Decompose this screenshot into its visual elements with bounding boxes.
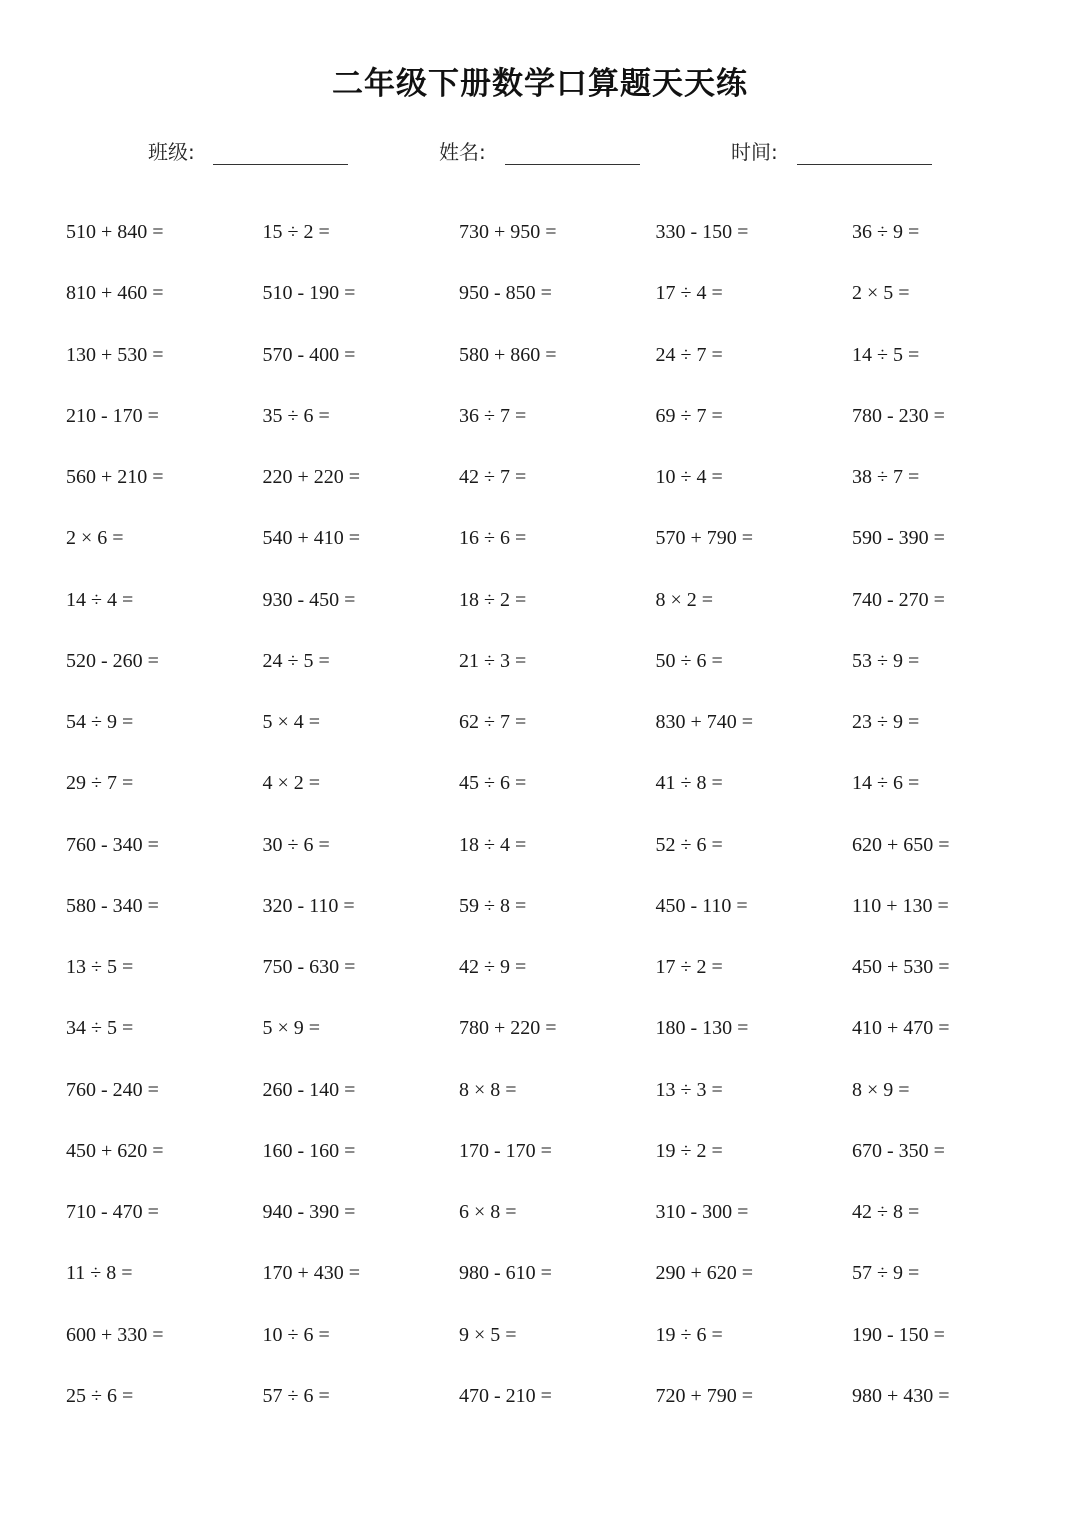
problem-row [66, 339, 1050, 400]
problem-item: 320 - 110 = [262, 894, 355, 917]
problem-grid [66, 216, 1050, 1441]
problem-item: 810 + 460 = [66, 282, 164, 305]
problem-item: 17 ÷ 4 = [655, 282, 723, 305]
problem-item: 9 × 5 = [459, 1323, 517, 1346]
problem-row [66, 1012, 1050, 1073]
problem-item: 930 - 450 = [262, 588, 356, 611]
problem-item: 220 + 220 = [262, 466, 361, 488]
problem-row [66, 706, 1050, 767]
problem-item: 14 ÷ 6 = [852, 772, 920, 795]
problem-item: 980 - 610 = [459, 1262, 552, 1285]
problem-item: 29 ÷ 7 = [66, 772, 134, 795]
problem-item: 2 × 5 = [852, 282, 910, 305]
problem-item: 600 + 330 = [66, 1323, 164, 1346]
problem-row [66, 1319, 1050, 1380]
problem-item: 2 × 6 = [66, 527, 124, 550]
name-field [439, 134, 649, 168]
problem-item: 8 × 8 = [459, 1078, 517, 1101]
problem-item: 180 - 130 = [655, 1017, 749, 1040]
problem-item: 720 + 790 = [655, 1384, 754, 1407]
problem-item: 59 ÷ 8 = [459, 894, 527, 917]
problem-item: 42 ÷ 7 = [459, 466, 527, 488]
problem-item: 210 - 170 = [66, 404, 159, 427]
problem-row [66, 1135, 1050, 1196]
problem-row [66, 829, 1050, 890]
problem-row [66, 645, 1050, 706]
problem-item: 38 ÷ 7 = [852, 466, 920, 488]
problem-item: 780 - 230 = [852, 404, 945, 427]
problem-item: 5 × 4 = [262, 711, 321, 733]
problem-row [66, 277, 1050, 338]
problem-item: 10 ÷ 6 = [262, 1323, 330, 1346]
worksheet-title: 二年级下册数学口算题天天练 [332, 66, 748, 102]
problem-item: 510 - 190 = [262, 282, 356, 305]
problem-item: 25 ÷ 6 = [66, 1384, 134, 1407]
problem-item: 450 + 530 = [852, 956, 950, 978]
problem-item: 52 ÷ 6 = [655, 833, 723, 856]
problem-row [66, 1074, 1050, 1135]
time-field [731, 134, 941, 168]
problem-item: 170 - 170 = [459, 1139, 552, 1162]
problem-row [66, 951, 1050, 1012]
problem-item: 24 ÷ 7 = [655, 343, 723, 366]
problem-item: 450 - 110 = [655, 894, 748, 917]
problem-item: 14 ÷ 4 = [66, 588, 134, 611]
problem-item: 830 + 740 = [655, 711, 754, 733]
problem-item: 36 ÷ 9 = [852, 221, 920, 243]
problem-row [66, 522, 1050, 583]
problem-item: 470 - 210 = [459, 1384, 552, 1407]
problem-item: 740 - 270 = [852, 588, 945, 611]
problem-item: 18 ÷ 4 = [459, 833, 527, 856]
problem-item: 710 - 470 = [66, 1201, 159, 1223]
problem-item: 41 ÷ 8 = [655, 772, 723, 795]
problem-item: 170 + 430 = [262, 1262, 361, 1285]
problem-item: 17 ÷ 2 = [655, 956, 723, 978]
problem-item: 53 ÷ 9 = [852, 649, 920, 672]
problem-item: 560 + 210 = [66, 466, 164, 488]
problem-item: 57 ÷ 9 = [852, 1262, 920, 1285]
problem-item: 45 ÷ 6 = [459, 772, 527, 795]
problem-item: 580 - 340 = [66, 894, 159, 917]
problem-item: 34 ÷ 5 = [66, 1017, 134, 1040]
problem-item: 450 + 620 = [66, 1139, 164, 1162]
problem-item: 16 ÷ 6 = [459, 527, 527, 550]
time-blank-line[interactable] [797, 164, 932, 165]
name-blank-line[interactable] [505, 164, 640, 165]
problem-item: 620 + 650 = [852, 833, 950, 856]
problem-item: 18 ÷ 2 = [459, 588, 527, 611]
problem-item: 160 - 160 = [262, 1139, 356, 1162]
problem-item: 510 + 840 = [66, 221, 164, 243]
problem-item: 670 - 350 = [852, 1139, 945, 1162]
problem-item: 520 - 260 = [66, 649, 159, 672]
problem-item: 19 ÷ 6 = [655, 1323, 723, 1346]
problem-item: 580 + 860 = [459, 343, 557, 366]
name-label: 姓名: [439, 140, 486, 164]
problem-row [66, 890, 1050, 951]
problem-item: 42 ÷ 9 = [459, 956, 527, 978]
problem-item: 5 × 9 = [262, 1017, 321, 1040]
problem-item: 30 ÷ 6 = [262, 833, 330, 856]
problem-item: 760 - 340 = [66, 833, 159, 856]
problem-item: 310 - 300 = [655, 1201, 749, 1223]
problem-item: 11 ÷ 8 = [66, 1262, 133, 1285]
problem-item: 110 + 130 = [852, 894, 949, 917]
problem-item: 290 + 620 = [655, 1262, 754, 1285]
problem-item: 130 + 530 = [66, 343, 164, 366]
problem-item: 13 ÷ 5 = [66, 956, 134, 978]
problem-row [66, 767, 1050, 828]
problem-row [66, 1196, 1050, 1257]
problem-item: 330 - 150 = [655, 221, 749, 243]
problem-item: 15 ÷ 2 = [262, 221, 330, 243]
problem-item: 8 × 2 = [655, 588, 714, 611]
class-label: 班级: [148, 140, 195, 164]
problem-item: 50 ÷ 6 = [655, 649, 723, 672]
problem-item: 19 ÷ 2 = [655, 1139, 723, 1162]
problem-item: 8 × 9 = [852, 1078, 910, 1101]
problem-item: 190 - 150 = [852, 1323, 945, 1346]
problem-item: 10 ÷ 4 = [655, 466, 723, 488]
problem-row [66, 216, 1050, 277]
problem-item: 69 ÷ 7 = [655, 404, 723, 427]
problem-item: 570 - 400 = [262, 343, 356, 366]
problem-item: 730 + 950 = [459, 221, 557, 243]
problem-item: 780 + 220 = [459, 1017, 557, 1040]
problem-item: 57 ÷ 6 = [262, 1384, 330, 1407]
class-blank-line[interactable] [213, 164, 348, 165]
problem-item: 4 × 2 = [262, 772, 321, 795]
problem-item: 14 ÷ 5 = [852, 343, 920, 366]
problem-item: 540 + 410 = [262, 527, 361, 550]
problem-item: 410 + 470 = [852, 1017, 950, 1040]
problem-item: 940 - 390 = [262, 1201, 356, 1223]
problem-row [66, 584, 1050, 645]
problem-row [66, 400, 1050, 461]
problem-row [66, 1380, 1050, 1441]
problem-item: 54 ÷ 9 = [66, 711, 134, 733]
problem-item: 24 ÷ 5 = [262, 649, 330, 672]
time-label: 时间: [731, 140, 778, 164]
problem-item: 980 + 430 = [852, 1384, 950, 1407]
problem-item: 36 ÷ 7 = [459, 404, 527, 427]
problem-item: 35 ÷ 6 = [262, 404, 330, 427]
problem-row [66, 461, 1050, 522]
problem-row [66, 1257, 1050, 1318]
problem-item: 62 ÷ 7 = [459, 711, 527, 733]
problem-item: 23 ÷ 9 = [852, 711, 920, 733]
problem-item: 6 × 8 = [459, 1201, 517, 1223]
problem-item: 13 ÷ 3 = [655, 1078, 723, 1101]
problem-item: 570 + 790 = [655, 527, 754, 550]
problem-item: 590 - 390 = [852, 527, 945, 550]
problem-item: 750 - 630 = [262, 956, 356, 978]
problem-item: 42 ÷ 8 = [852, 1201, 920, 1223]
problem-item: 21 ÷ 3 = [459, 649, 527, 672]
problem-item: 760 - 240 = [66, 1078, 159, 1101]
problem-item: 950 - 850 = [459, 282, 552, 305]
problem-item: 260 - 140 = [262, 1078, 356, 1101]
class-field [148, 134, 358, 168]
